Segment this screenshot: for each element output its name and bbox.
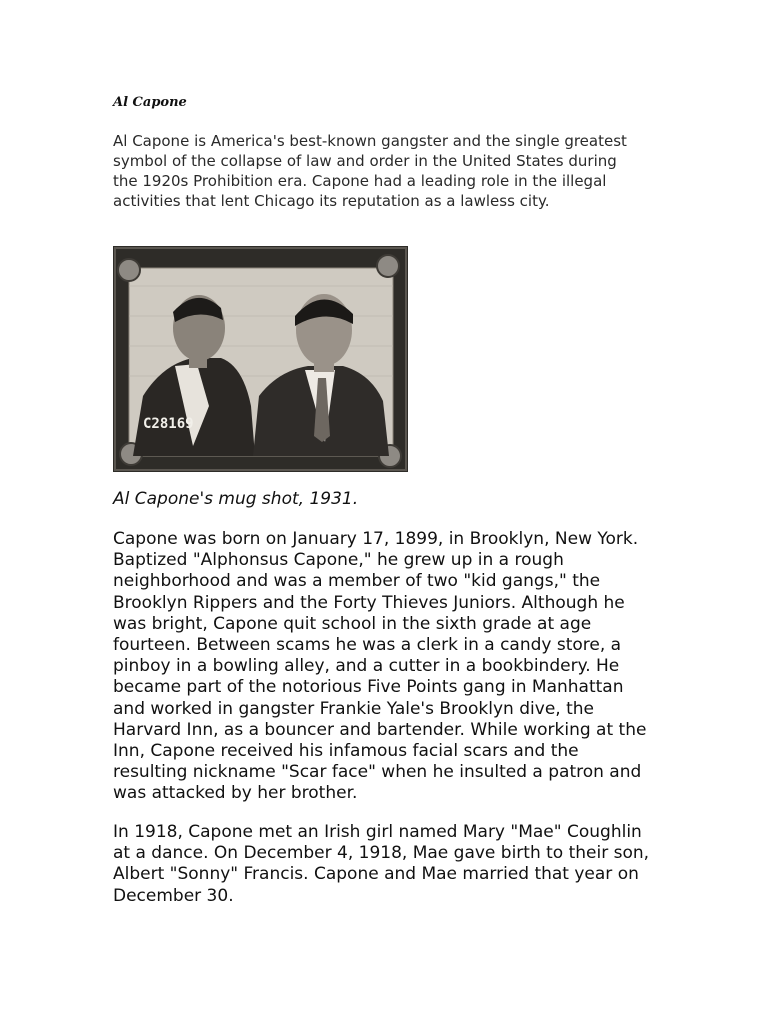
intro-paragraph: Al Capone is America's best-known gangster and the single greatest symbol of the collapse of law and order in the United States during the 1920s Prohibition era. Capone had a leading role in the illegal activities that lent Chicago its reputation as a lawless city. bbox=[113, 132, 627, 210]
photo-caption: Al Capone's mug shot, 1931. bbox=[113, 489, 359, 509]
mug-shot-photo bbox=[113, 246, 408, 472]
mug-shot-illustration bbox=[113, 246, 408, 472]
body-paragraph-2: In 1918, Capone met an Irish girl named Mary "Mae" Coughlin at a dance. On December 4, 1918, Mae gave birth to their son, Albert "Sonny" Francis. Capone and Mae married that year on December 30. bbox=[113, 822, 650, 906]
body-paragraph-1: Capone was born on January 17, 1899, in Brooklyn, New York. Baptized "Alphonsus Capone," he grew up in a rough neighborhood and was a member of two "kid gangs," the Brooklyn Rippers and the Forty Thieves Juniors. Although he was bright, Capone quit school in the sixth grade at age fourteen. Between scams he was a clerk in a candy store, a pinboy in a bowling alley, and a cutter in a bookbindery. He became part of the notorious Five Points gang in Manhattan and worked in gangster Frankie Yale's Brooklyn dive, the Harvard Inn, as a bouncer and bartender. While working at the Inn, Capone received his infamous facial scars and the resulting nickname "Scar face" when he insulted a patron and was attacked by her brother. bbox=[113, 529, 647, 804]
placard-number: C28169 bbox=[143, 416, 194, 432]
document-title: Al Capone bbox=[113, 95, 187, 110]
